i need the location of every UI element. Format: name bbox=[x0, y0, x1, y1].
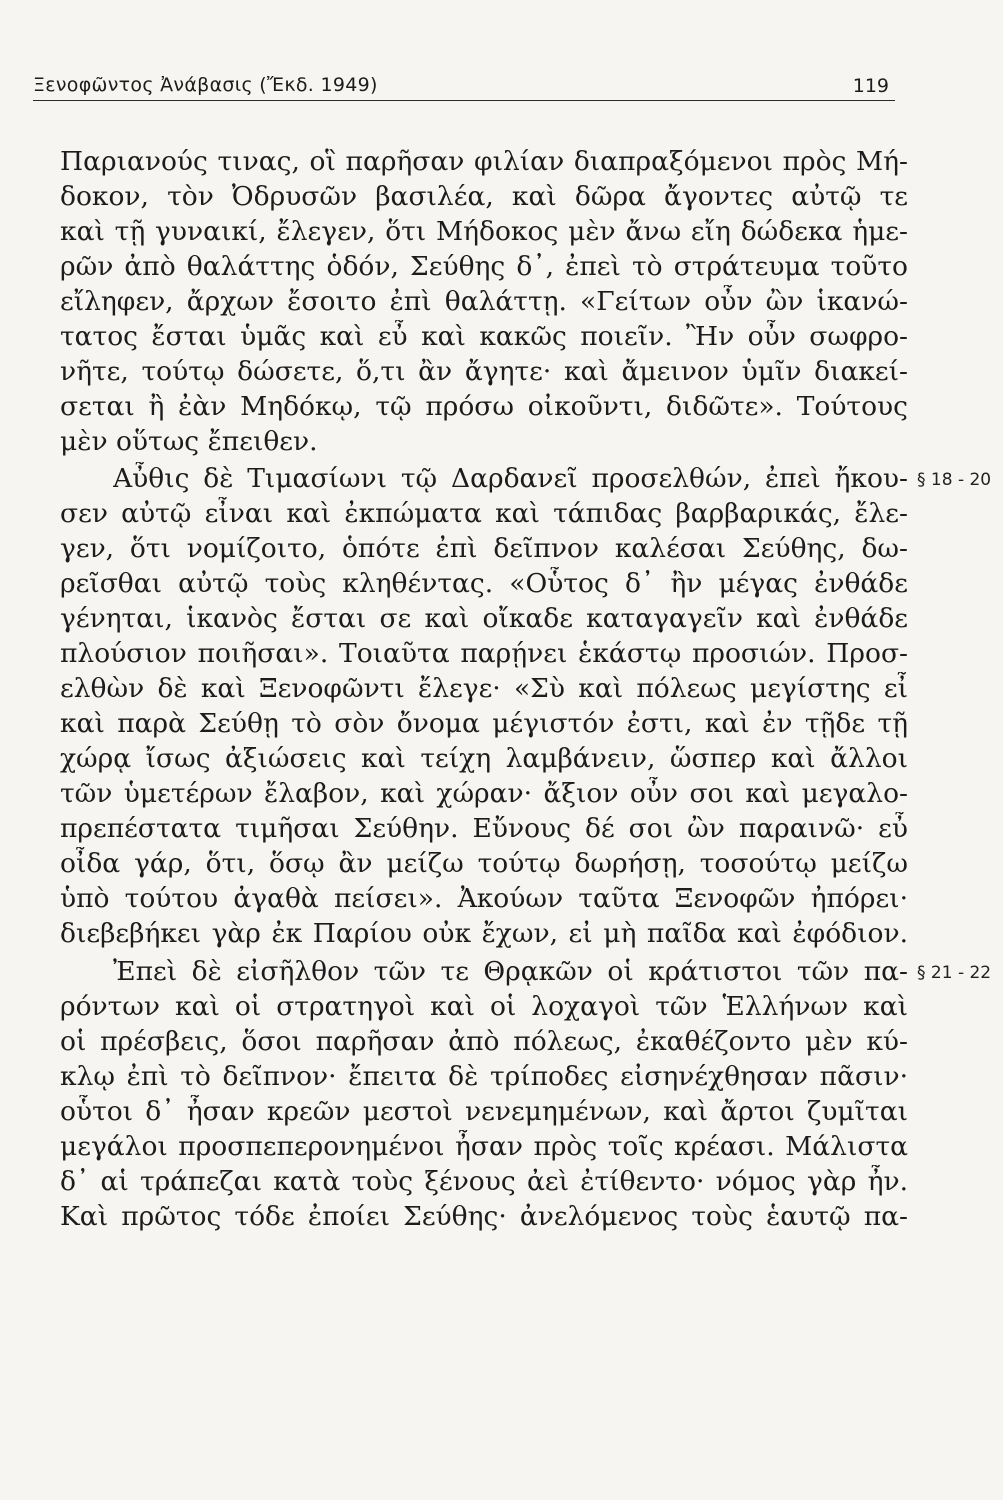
text-line: σεν αὐτῷ εἶναι καὶ ἐκπώματα καὶ τάπιδας βαρβαρικάς, ἔλε- bbox=[60, 498, 908, 529]
text-line: καὶ παρὰ Σεύθῃ τὸ σὸν ὄνομα μέγιστόν ἐστι, καὶ ἐν τῇδε τῇ bbox=[60, 708, 908, 739]
text-line: διεβεβήκει γὰρ ἐκ Παρίου οὐκ ἔχων, εἰ μὴ παῖδα καὶ ἐφόδιον. bbox=[60, 918, 908, 949]
text-line: χώρᾳ ἴσως ἀξιώσεις καὶ τείχη λαμβάνειν, ὥσπερ καὶ ἄλλοι bbox=[60, 743, 908, 774]
text-line: μὲν οὕτως ἔπειθεν. bbox=[60, 426, 318, 457]
text-line: τῶν ὑμετέρων ἔλαβον, καὶ χώραν· ἄξιον οὖν σοι καὶ μεγαλο- bbox=[60, 778, 908, 809]
text-line: πλούσιον ποιῆσαι». Τοιαῦτα παρῄνει ἑκάστῳ προσιών. Προσ- bbox=[60, 638, 908, 669]
text-line: τατος ἔσται ὑμᾶς καὶ εὖ καὶ κακῶς ποιεῖν. Ἢν οὖν σωφρο- bbox=[60, 321, 908, 352]
text-line: Ἐπεὶ δὲ εἰσῆλθον τῶν τε Θρᾳκῶν οἱ κράτιστοι τῶν πα- bbox=[113, 956, 908, 987]
text-line: δοκον, τὸν Ὀδρυσῶν βασιλέα, καὶ δῶρα ἄγοντες αὐτῷ τε bbox=[60, 181, 908, 212]
page-number: 119 bbox=[852, 75, 889, 97]
text-line: ρῶν ἀπὸ θαλάττης ὁδόν, Σεύθης δ᾽, ἐπεὶ τὸ στράτευμα τοῦτο bbox=[60, 251, 908, 282]
text-line: κλῳ ἐπὶ τὸ δεῖπνον· ἔπειτα δὲ τρίποδες εἰσηνέχθησαν πᾶσιν· bbox=[60, 1061, 908, 1092]
text-line: γεν, ὅτι νομίζοιτο, ὁπότε ἐπὶ δεῖπνον καλέσαι Σεύθης, δω- bbox=[60, 533, 908, 564]
page-header bbox=[33, 66, 895, 101]
text-line: Παριανούς τινας, οἳ παρῆσαν φιλίαν διαπραξόμενοι πρὸς Μή- bbox=[60, 146, 908, 177]
text-line: νῆτε, τούτῳ δώσετε, ὅ,τι ἂν ἄγητε· καὶ ἄμεινον ὑμῖν διακεί- bbox=[60, 356, 908, 387]
text-line: εἴληφεν, ἄρχων ἔσοιτο ἐπὶ θαλάττῃ. «Γείτων οὖν ὢν ἱκανώ- bbox=[60, 286, 908, 317]
text-line: καὶ τῇ γυναικί, ἔλεγεν, ὅτι Μήδοκος μὲν ἄνω εἴη δώδεκα ἡμε- bbox=[60, 216, 908, 247]
text-line: Αὖθις δὲ Τιμασίωνι τῷ Δαρδανεῖ προσελθών, ἐπεὶ ἤκου- bbox=[113, 463, 908, 494]
text-line: δ᾽ αἱ τράπεζαι κατὰ τοὺς ξένους ἀεὶ ἐτίθεντο· νόμος γὰρ ἦν. bbox=[60, 1166, 908, 1197]
text-line: γένηται, ἱκανὸς ἔσται σε καὶ οἴκαδε καταγαγεῖν καὶ ἐνθάδε bbox=[60, 603, 908, 634]
text-line: οἱ πρέσβεις, ὅσοι παρῆσαν ἀπὸ πόλεως, ἐκαθέζοντο μὲν κύ- bbox=[60, 1026, 908, 1057]
text-line: Καὶ πρῶτος τόδε ἐποίει Σεύθης· ἀνελόμενος τοὺς ἑαυτῷ πα- bbox=[60, 1201, 908, 1232]
text-line: ελθὼν δὲ καὶ Ξενοφῶντι ἔλεγε· «Σὺ καὶ πόλεως μεγίστης εἶ bbox=[60, 673, 908, 704]
text-line: οἶδα γάρ, ὅτι, ὅσῳ ἂν μείζω τούτῳ δωρήσῃ, τοσούτῳ μείζω bbox=[60, 848, 908, 879]
text-line: οὗτοι δ᾽ ἦσαν κρεῶν μεστοὶ νενεμημένων, καὶ ἄρτοι ζυμῖται bbox=[60, 1096, 908, 1127]
margin-section-ref: § 21 - 22 bbox=[917, 963, 992, 983]
text-line: σεται ἢ ἐὰν Μηδόκῳ, τῷ πρόσω οἰκοῦντι, διδῶτε». Τούτους bbox=[60, 391, 908, 422]
text-line: ρεῖσθαι αὐτῷ τοὺς κληθέντας. «Οὗτος δ᾽ ἢν μέγας ἐνθάδε bbox=[60, 568, 908, 599]
text-line: ὑπὸ τούτου ἀγαθὰ πείσει». Ἀκούων ταῦτα Ξενοφῶν ἠπόρει· bbox=[60, 883, 908, 914]
text-line: πρεπέστατα τιμῆσαι Σεύθην. Εὔνους δέ σοι ὢν παραινῶ· εὖ bbox=[60, 813, 908, 844]
text-line: μεγάλοι προσπεπερονημένοι ἦσαν πρὸς τοῖς κρέασι. Μάλιστα bbox=[60, 1131, 908, 1162]
running-title: Ξενοφῶντος Ἀνάβασις (Ἔκδ. 1949) bbox=[33, 74, 378, 96]
margin-section-ref: § 18 - 20 bbox=[917, 470, 992, 490]
text-line: ρόντων καὶ οἱ στρατηγοὶ καὶ οἱ λοχαγοὶ τῶν Ἑλλήνων καὶ bbox=[60, 991, 908, 1022]
